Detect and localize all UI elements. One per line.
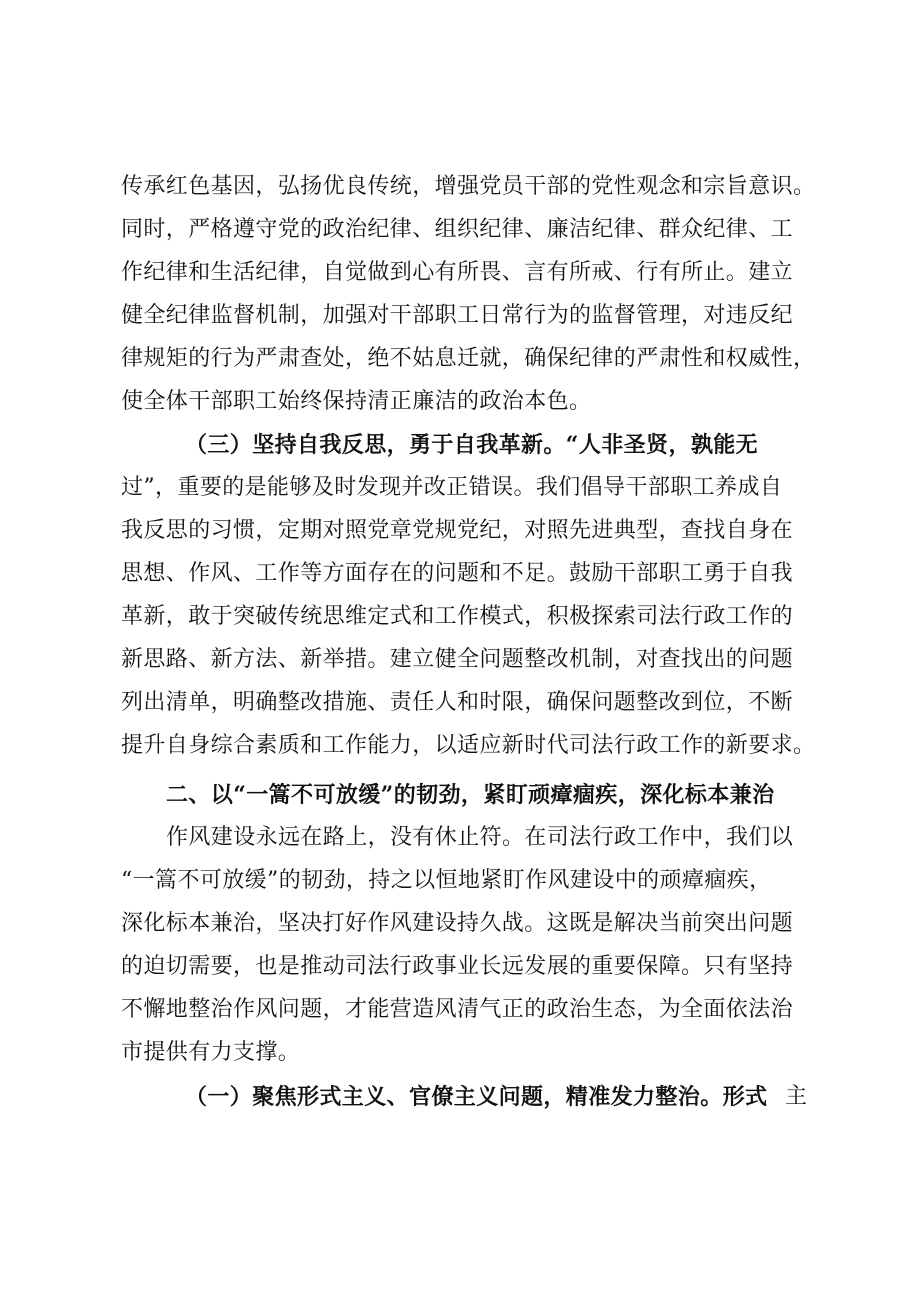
body-text-line: 的迫切需要，也是推动司法行政事业长远发展的重要保障。只有坚持	[121, 954, 794, 979]
body-text-line: 主	[785, 1084, 808, 1109]
body-text-line: 思想、作风、工作等方面存在的问题和不足。鼓励干部职工勇于自我	[121, 561, 794, 586]
body-text-line: 深化标本兼治，坚决打好作风建设持久战。这既是解决当前突出问题	[121, 911, 794, 936]
body-text-line: 作风建设永远在路上，没有休止符。在司法行政工作中，我们以	[166, 825, 794, 850]
subsection-heading: （一）聚焦形式主义、官僚主义问题，精准发力整治。形式	[185, 1084, 768, 1110]
body-text-line: 不懈地整治作风问题，才能营造风清气正的政治生态，为全面依法治	[121, 997, 794, 1022]
section-heading: 二、以“一篙不可放缓”的韧劲，紧盯顽瘴痼疾，深化标本兼治	[166, 782, 775, 808]
body-text-line: 健全纪律监督机制，加强对干部职工日常行为的监督管理，对违反纪	[121, 303, 794, 328]
body-text-line: 提升自身综合素质和工作能力，以适应新时代司法行政工作的新要求。	[121, 733, 816, 758]
body-text-line: 律规矩的行为严肃查处，绝不姑息迁就，确保纪律的严肃性和权威性，	[121, 346, 816, 371]
body-text-line: 新思路、新方法、新举措。建立健全问题整改机制，对查找出的问题	[121, 647, 794, 672]
body-text-line: 革新，敢于突破传统思维定式和工作模式，积极探索司法行政工作的	[121, 604, 794, 629]
body-text-line: 传承红色基因，弘扬优良传统，增强党员干部的党性观念和宗旨意识。	[121, 174, 816, 199]
body-text-line: 我反思的习惯，定期对照党章党规党纪，对照先进典型，查找自身在	[121, 518, 794, 543]
body-text-line: 使全体干部职工始终保持清正廉洁的政治本色。	[121, 389, 592, 414]
body-text-line: 过”，重要的是能够及时发现并改正错误。我们倡导干部职工养成自	[121, 475, 783, 500]
subsection-heading: （三）坚持自我反思，勇于自我革新。“人非圣贤，孰能无	[185, 432, 759, 458]
body-text-line: “一篙不可放缓”的韧劲，持之以恒地紧盯作风建设中的顽瘴痼疾，	[121, 868, 772, 893]
body-text-line: 同时，严格遵守党的政治纪律、组织纪律、廉洁纪律、群众纪律、工	[121, 217, 794, 242]
body-text-line: 作纪律和生活纪律，自觉做到心有所畏、言有所戒、行有所止。建立	[121, 260, 794, 285]
body-text-line: 市提供有力支撑。	[121, 1040, 301, 1065]
body-text-line: 列出清单，明确整改措施、责任人和时限，确保问题整改到位，不断	[121, 690, 794, 715]
